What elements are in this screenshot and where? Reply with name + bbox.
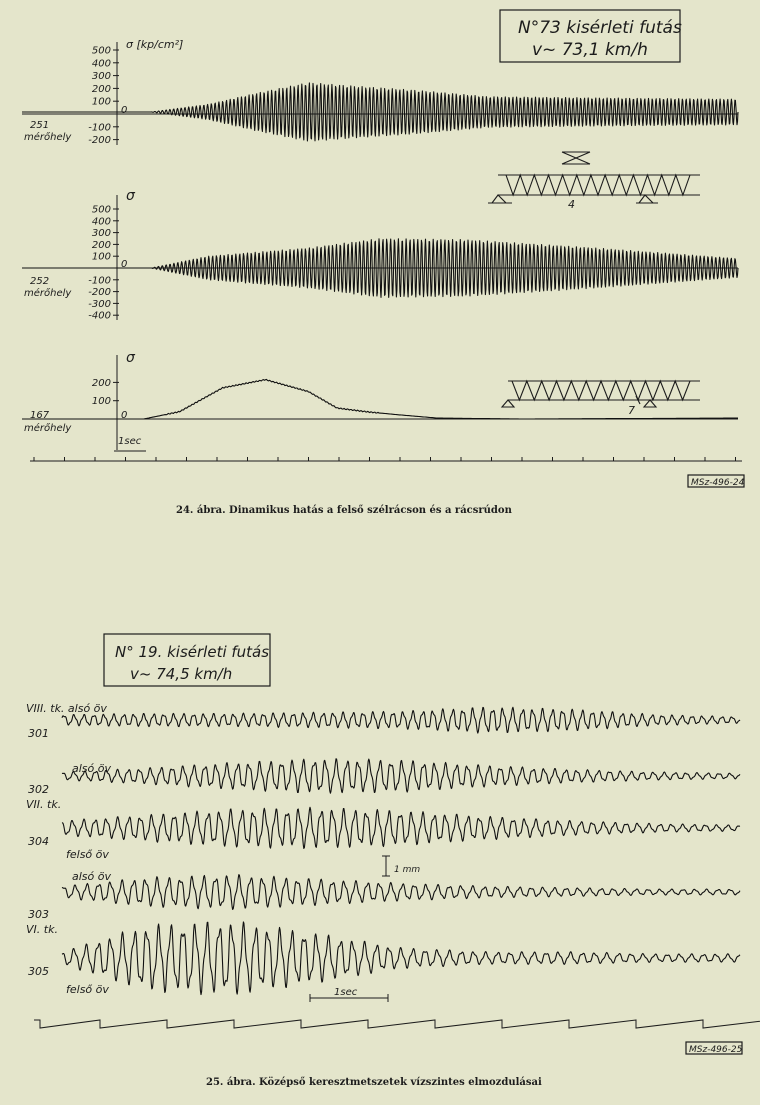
ticks-252-tick-label: 100 <box>91 251 111 263</box>
time-scale-label-24: 1sec <box>118 436 142 447</box>
trace-251 <box>22 83 738 141</box>
sigma-252: σ <box>126 188 135 204</box>
mm-scale-label: 1 mm <box>394 865 421 875</box>
time-scale-label-25: 1sec <box>334 987 358 998</box>
channel-252: 252 <box>30 276 50 287</box>
ticks-251-tick-label: -100 <box>88 122 111 134</box>
channel-label-167: mérőhely <box>24 423 72 434</box>
label-also-ov-303: alsó öv <box>72 870 111 883</box>
stamp-24: MSz-496-24 <box>691 478 745 488</box>
run-title-25: N° 19. kisérleti futás <box>115 643 270 661</box>
time-ticks-24 <box>34 457 736 461</box>
ticks-252 <box>88 205 127 322</box>
channel-251: 251 <box>30 120 50 131</box>
truss-label-7: 7 <box>628 404 635 417</box>
ticks-252-tick-label: -300 <box>88 298 111 310</box>
channel-305: 305 <box>28 965 49 978</box>
ticks-252-tick-label: 200 <box>91 239 111 251</box>
label-felso-ov-305: felső öv <box>66 983 109 996</box>
trace-301 <box>62 707 740 733</box>
sigma-167: σ <box>126 350 135 366</box>
ticks-167 <box>92 378 127 421</box>
ticks-252-tick-label: 400 <box>91 216 111 228</box>
ticks-251-zero-label: 0 <box>121 105 128 116</box>
ticks-167-tick-label: 100 <box>91 396 111 408</box>
channel-label-252: mérőhely <box>24 288 72 299</box>
ticks-252-tick-label: 300 <box>91 228 111 240</box>
run-speed: v~ 73,1 km/h <box>532 40 648 60</box>
channel-301: 301 <box>28 727 49 740</box>
truss-diagram-bottom <box>502 381 700 417</box>
channel-303: 303 <box>28 908 49 921</box>
ticks-252-zero-label: 0 <box>121 259 128 270</box>
trace-304 <box>62 807 740 848</box>
ticks-252-tick-label: -200 <box>88 287 111 299</box>
truss-label-4: 4 <box>568 198 575 211</box>
ticks-251-tick-label: 400 <box>91 58 111 70</box>
ticks-167-tick-label: 200 <box>91 377 111 389</box>
channel-302: 302 <box>28 783 49 796</box>
ticks-251 <box>88 46 127 147</box>
run-title: N°73 kisérleti futás <box>518 18 682 38</box>
label-also-ov-302: alsó öv <box>72 762 111 775</box>
ticks-252-tick-label: -100 <box>88 275 111 287</box>
figure-24 <box>22 10 745 516</box>
label-viii-tk: VIII. tk. alsó öv <box>26 702 107 715</box>
y-axis-title-251: σ [kp/cm²] <box>126 38 184 51</box>
time-axis-25 <box>34 1020 760 1028</box>
ticks-252-tick-label: 500 <box>91 204 111 216</box>
trace-302 <box>62 759 740 793</box>
figure-25 <box>26 634 760 1088</box>
label-felso-ov-304: felső öv <box>66 848 109 861</box>
ticks-167-zero-label: 0 <box>121 410 128 421</box>
ticks-251-tick-label: 500 <box>91 45 111 57</box>
stamp-25: MSz-496-25 <box>689 1045 743 1055</box>
channel-label-251: mérőhely <box>24 132 72 143</box>
channel-304: 304 <box>28 835 49 848</box>
trace-305 <box>62 922 740 995</box>
truss-diagram-top <box>488 152 700 211</box>
ticks-251-tick-label: 200 <box>91 83 111 95</box>
ticks-251-tick-label: 300 <box>91 71 111 83</box>
ticks-251-tick-label: 100 <box>91 96 111 108</box>
label-vii-tk: VII. tk. <box>26 798 62 811</box>
ticks-251-tick-label: -200 <box>88 135 111 147</box>
caption-24: 24. ábra. Dinamikus hatás a felső szélrácson és a rácsrúdon <box>176 505 512 516</box>
trace-303 <box>62 875 740 910</box>
label-vi-tk: VI. tk. <box>26 923 58 936</box>
ticks-252-tick-label: -400 <box>88 310 111 322</box>
run-speed-25: v~ 74,5 km/h <box>130 665 233 683</box>
channel-167: 167 <box>30 410 50 421</box>
caption-25: 25. ábra. Középső keresztmetszetek vízszintes elmozdulásai <box>206 1077 542 1088</box>
